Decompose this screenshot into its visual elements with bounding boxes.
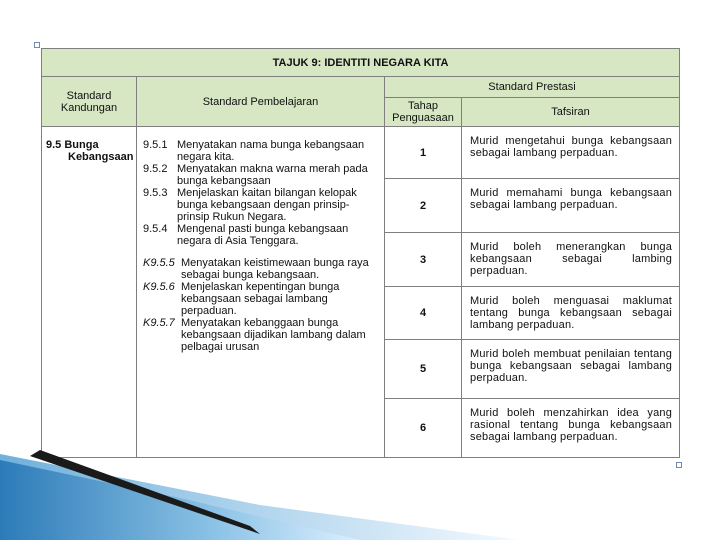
tafsiran-cell: Murid boleh menerangkan bunga kebangsaan sebagai lambing perpaduan.	[462, 233, 680, 287]
header-tahap-penguasaan	[385, 98, 462, 127]
sp-item-text: Menjelaskan kepentingan bunga kebangsaan sebagai lambang perpaduan.	[181, 281, 340, 317]
sp-item	[143, 257, 380, 281]
sp-item	[143, 139, 380, 163]
sp-item-text: Menjelaskan kaitan bilangan kelopak bunga kebangsaan dengan prinsip-prinsip Rukun Negara.	[177, 187, 357, 223]
decor-wave-blue	[0, 460, 360, 540]
sp-item	[143, 163, 380, 187]
header-standard-kandungan-line2: Kandungan	[60, 101, 118, 114]
sp-item-code: K9.5.5	[143, 257, 175, 269]
standard-kandungan-line2: Kebangsaan	[68, 151, 134, 163]
sp-item-code: 9.5.2	[143, 163, 168, 175]
tafsiran-cell: Murid boleh menguasai maklumat tentang bunga kebangsaan sebagai lambang perpaduan.	[462, 287, 680, 340]
header-tahap-line1: Tahap	[408, 100, 438, 112]
tafsiran-cell: Murid boleh membuat penilaian tentang bunga kebangsaan sebagai lambang perpaduan.	[462, 340, 680, 399]
tahap-cell: 1	[385, 127, 462, 179]
header-standard-kandungan	[42, 77, 137, 127]
tahap-cell: 5	[385, 340, 462, 399]
sp-item-code: K9.5.7	[143, 317, 175, 329]
tahap-cell: 6	[385, 399, 462, 458]
sp-item-code: 9.5.1	[143, 139, 168, 151]
sp-item-text: Menyatakan keistimewaan bunga raya sebagai bunga kebangsaan.	[181, 257, 369, 281]
resize-handle-top-left[interactable]	[34, 42, 40, 48]
standard-kandungan-cell	[42, 127, 137, 458]
sp-item-text: Menyatakan makna warna merah pada bunga kebangsaan	[177, 163, 368, 187]
header-standard-kandungan-line1: Standard	[66, 89, 112, 102]
header-standard-pembelajaran: Standard Pembelajaran	[137, 77, 385, 127]
sp-item-code: 9.5.4	[143, 223, 168, 235]
standards-table	[41, 48, 680, 458]
header-tafsiran: Tafsiran	[462, 98, 680, 127]
tahap-cell: 4	[385, 287, 462, 340]
tahap-cell: 3	[385, 233, 462, 287]
sp-item	[143, 223, 380, 247]
tafsiran-cell: Murid mengetahui bunga kebangsaan sebagai lambang perpaduan.	[462, 127, 680, 179]
table-title: TAJUK 9: IDENTITI NEGARA KITA	[42, 49, 680, 77]
sp-item-text: Menyatakan nama bunga kebangsaan negara kita.	[177, 139, 365, 163]
sp-item	[143, 281, 380, 317]
sp-item-code: 9.5.3	[143, 187, 168, 199]
sp-item	[143, 317, 380, 353]
sp-item-code: K9.5.6	[143, 281, 175, 293]
header-standard-prestasi: Standard Prestasi	[385, 77, 680, 98]
standard-kandungan-line1: 9.5 Bunga	[46, 139, 99, 151]
tafsiran-cell: Murid boleh menzahirkan idea yang rasional tentang bunga kebangsaan sebagai lambang perpaduan.	[462, 399, 680, 458]
tafsiran-cell: Murid memahami bunga kebangsaan sebagai lambang perpaduan.	[462, 179, 680, 233]
header-tahap-line2: Penguasaan	[392, 112, 454, 124]
sp-item-text: Menyatakan kebanggaan bunga kebangsaan dijadikan lambang dalam pelbagai urusan	[181, 317, 366, 353]
sp-item	[143, 187, 380, 223]
standard-pembelajaran-cell	[137, 127, 385, 458]
tahap-cell: 2	[385, 179, 462, 233]
sp-item-text: Mengenal pasti bunga kebangsaan negara di Asia Tenggara.	[177, 223, 349, 247]
slide-decoration	[0, 450, 720, 540]
